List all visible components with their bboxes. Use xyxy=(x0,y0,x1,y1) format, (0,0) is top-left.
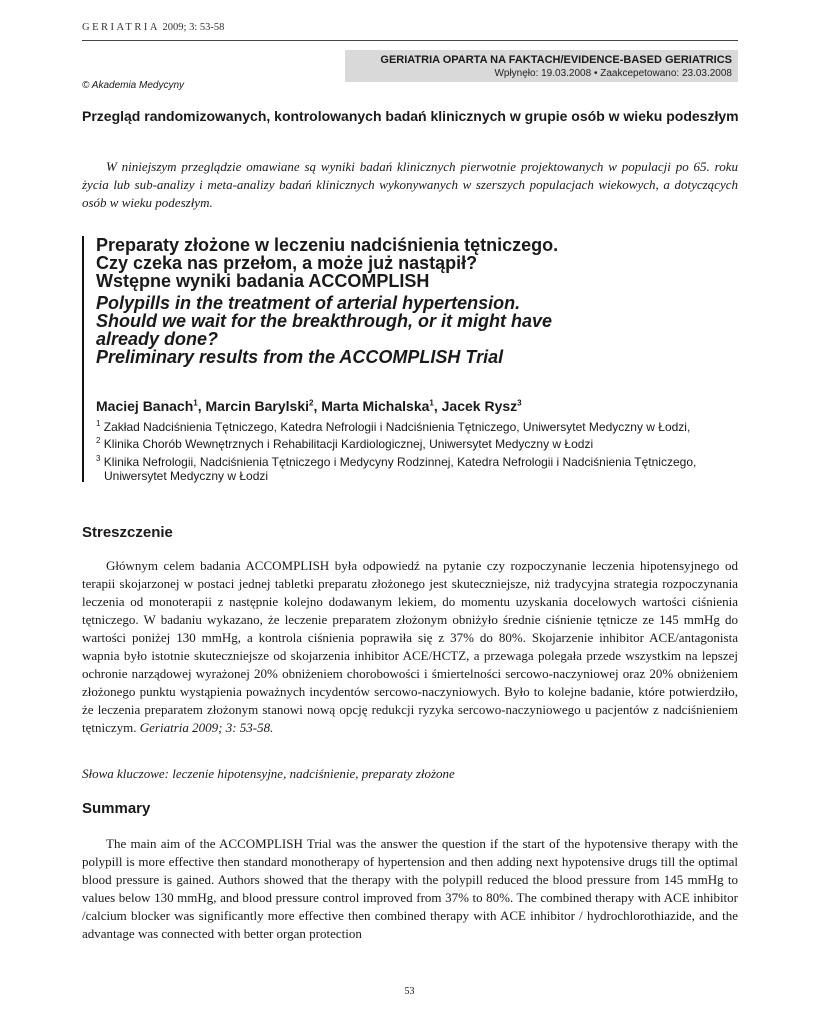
affiliation: $^3$ Klinika Nefrologii, Nadciśnienia Tętniczego i Medycyny Rodzinnej, Katedra Nefrologii i Nadciśnienia Tętniczego, xyxy=(96,454,697,469)
banner-dates: Wpłynęło: 19.03.2008 • Zaakcepetowano: 23.03.2008 xyxy=(494,68,732,79)
banner-title: GERIATRIA OPARTA NA FAKTACH/EVIDENCE-BASED GERIATRICS xyxy=(380,54,732,66)
journal-name: GERIATRIA xyxy=(82,22,160,33)
author: Marta Michalska$^1$, xyxy=(321,398,442,414)
page-number: 53 xyxy=(404,986,415,997)
summary-heading: Summary xyxy=(82,800,151,817)
journal-citation: 2009; 3: 53-58 xyxy=(162,22,225,33)
review-intro: W niniejszym przeglądzie omawiane są wyniki badań klinicznych pierwotnie projektowanych w populacji po 65. roku życia lub sub-analizy i meta-analizy badań klinicznych wykonywanych w szerszych populacjach wiekowych, a dotyczących osób w wieku podeszłym. xyxy=(82,159,738,210)
review-title: Przegląd randomizowanych, kontrolowanych badań klinicznych w grupie osób w wieku podeszłym xyxy=(82,108,739,124)
summary-body: The main aim of the ACCOMPLISH Trial was the answer the question if the start of the hypotensive therapy with the polypill is more effective then standard monotherapy of hypertension and then adding next hypotensive drugs till the optimal blood pressure is gained. Authors showed that the therapy with the polypill reduced the blood pressure from 145 mmHg to values below 130 mmHg, and blood pressure control improved from 37% to 80%. The combined therapy with ACE inhibitor /calcium blocker was significantly more effective then combined therapy with ACE inhibitor / hydrochlorothiazide, and the advantage was connected with better organ protection xyxy=(82,836,738,941)
affiliation: $^1$ Zakład Nadciśnienia Tętniczego, Katedra Nefrologii i Nadciśnienia Tętniczego, Uniwersytet Medyczny w Łodzi, xyxy=(96,419,691,434)
article-title-en: Polypills in the treatment of arterial hypertension. Should we wait for the breakthrough, or it might have already done? Preliminary results from the ACCOMPLISH Trial xyxy=(96,293,553,367)
article-title-pl: Preparaty złożone w leczeniu nadciśnienia tętniczego. Czy czeka nas przełom, a może już nastąpił? Wstępne wyniki badania ACCOMPLISH xyxy=(96,235,559,291)
header-rule xyxy=(82,40,738,41)
affiliation-continuation: Uniwersytet Medyczny w Łodzi xyxy=(104,469,269,483)
author: Marcin Barylski$^2$, xyxy=(205,398,322,414)
running-head xyxy=(82,22,224,33)
streszczenie-heading: Streszczenie xyxy=(82,524,173,541)
author-list xyxy=(96,398,522,414)
article-header xyxy=(82,236,744,482)
author: Maciej Banach$^1$, xyxy=(96,398,206,414)
author: Jacek Rysz$^3$ xyxy=(441,398,522,414)
keywords: Słowa kluczowe: leczenie hipotensyjne, nadciśnienie, preparaty złożone xyxy=(82,766,455,781)
streszczenie-citation: Geriatria 2009; 3: 53-58. xyxy=(139,720,274,735)
section-banner xyxy=(345,50,738,82)
publisher-copyright: © Akademia Medycyny xyxy=(82,80,185,91)
streszczenie-body: Głównym celem badania ACCOMPLISH była odpowiedź na pytanie czy rozpoczynanie leczenia hipotensyjnego od terapii skojarzonej w postaci jednej tabletki preparatu złożonego jest skuteczniejsze, niż tradycyjna strategia rozpoczynania leczenia od monoterapii z następnie kolejno dodawanym lekiem, do momentu uzyskania docelowych wartości ciśnienia tętniczego. W badaniu wykazano, że leczenie preparatem złożonym obniżyło średnie ciśnienie tętnicze ze 145 mmHg do wartości poniżej 130 mmHg, a kontrola ciśnienia poprawiła się z 37% do 80%. Skojarzenie inhibitor ACE/antagonista wapnia było istotnie skuteczniejsze od skojarzenia inhibitor ACE/HCTZ, a przewaga polegała przede wszystkim na lepszej ochronie narządowej wyrażonej 20% obniżeniem chorobowości i śmiertelności sercowo-naczyniowej oraz 20% obniżeniem złożonego punktu wystąpienia poważnych incydentów sercowo-naczyniowych. Było to kolejne badanie, które potwierdziło, że leczenia preparatem złożonym stanowi nową opcję redukcji ryzyka sercowo-naczyniowego u pacjentów z nadciśnieniem tętniczym. Geriatria 2009; 3: 53-58. xyxy=(82,558,738,735)
affiliation: $^2$ Klinika Chorób Wewnętrznych i Rehabilitacji Kardiologicznej, Uniwersytet Medyczny w Łodzi xyxy=(96,436,594,451)
